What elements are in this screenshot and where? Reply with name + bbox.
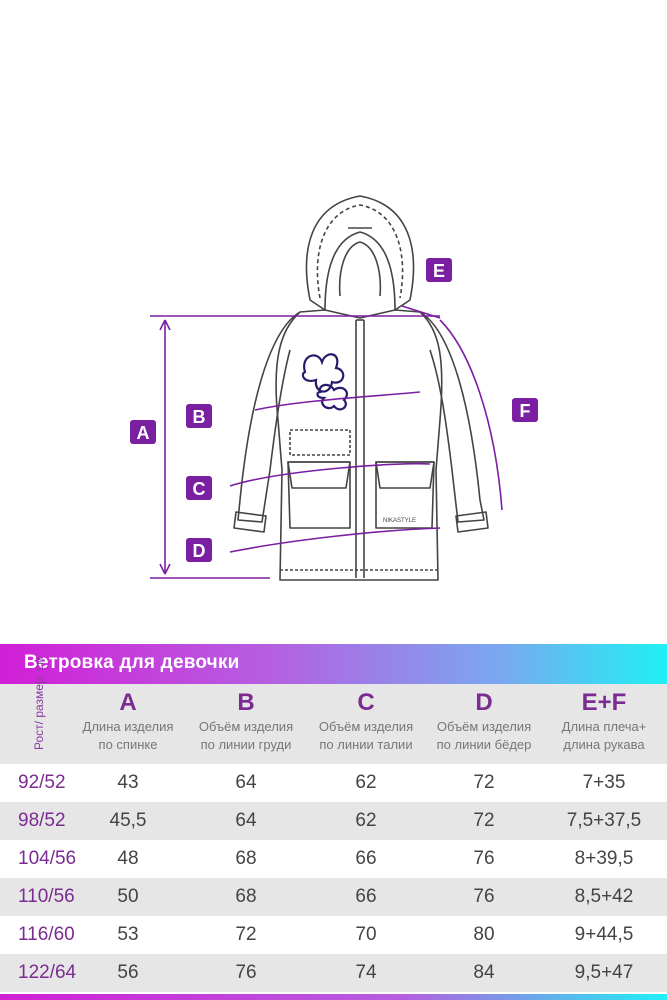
- svg-text:B: B: [192, 407, 206, 427]
- value-cell-ef: 9+44,5: [574, 924, 634, 945]
- size-cell: 92/52: [18, 772, 66, 793]
- column-header-b: B Объём изделия по линии груди: [198, 689, 294, 752]
- svg-text:A: A: [136, 423, 150, 443]
- table-row: [0, 916, 667, 954]
- value-cell-b: 68: [235, 848, 257, 869]
- value-cell-d: 76: [473, 886, 495, 907]
- table-row: [0, 878, 667, 916]
- size-cell: 110/56: [18, 886, 75, 907]
- svg-text:E: E: [432, 261, 446, 281]
- value-cell-ef: 8+39,5: [574, 848, 634, 869]
- svg-text:C: C: [192, 479, 206, 499]
- table-row: [0, 802, 667, 840]
- value-cell-a: 43: [117, 772, 139, 793]
- label-f-badge: [512, 398, 538, 422]
- size-cell: 122/64: [18, 962, 77, 983]
- value-cell-b: 64: [235, 772, 257, 793]
- value-cell-c: 62: [355, 810, 377, 831]
- column-header-d: D Объём изделия по линии бёдер: [436, 689, 532, 752]
- size-cell: 104/56: [18, 848, 77, 869]
- value-cell-a: 50: [117, 886, 139, 907]
- value-cell-b: 64: [235, 810, 257, 831]
- size-cell: 116/60: [18, 924, 75, 945]
- value-cell-d: 80: [473, 924, 495, 945]
- flower-print: [303, 354, 347, 409]
- value-cell-ef: 7,5+37,5: [566, 810, 642, 831]
- column-header-a: A Длина изделия по спинке: [82, 689, 174, 752]
- value-cell-a: 45,5: [109, 810, 147, 831]
- svg-text:F: F: [519, 401, 531, 421]
- table-row: [0, 840, 667, 878]
- value-cell-d: 84: [473, 962, 495, 983]
- row-header-label: Рост/ размер, см: [32, 656, 46, 750]
- value-cell-b: 72: [235, 924, 257, 945]
- table-row: [0, 954, 667, 992]
- label-c-badge: [186, 476, 212, 500]
- label-b-badge: [186, 404, 212, 428]
- title-banner: [0, 644, 667, 684]
- table-row: [0, 764, 667, 802]
- hood-outline: [307, 196, 414, 310]
- value-cell-a: 48: [117, 848, 139, 869]
- svg-text:D: D: [192, 541, 206, 561]
- brand-tag: NIKASTYLE: [383, 518, 417, 524]
- column-header-ef: E+F Длина плеча+ длина рукава: [561, 689, 647, 752]
- label-d-badge: [186, 538, 212, 562]
- banner-title: Ветровка для девочки: [24, 652, 240, 673]
- value-cell-c: 66: [355, 886, 377, 907]
- label-a-badge: [130, 420, 156, 444]
- value-cell-ef: 7+35: [582, 772, 626, 793]
- bottom-accent-bar: [0, 994, 667, 1000]
- value-cell-b: 68: [235, 886, 257, 907]
- value-cell-c: 62: [355, 772, 377, 793]
- value-cell-d: 72: [473, 772, 495, 793]
- value-cell-d: 76: [473, 848, 495, 869]
- value-cell-b: 76: [235, 962, 257, 983]
- value-cell-c: 74: [355, 962, 377, 983]
- value-cell-ef: 9,5+47: [574, 962, 634, 983]
- value-cell-d: 72: [473, 810, 495, 831]
- jacket-body: [276, 310, 442, 580]
- size-cell: 98/52: [18, 810, 66, 831]
- value-cell-c: 66: [355, 848, 377, 869]
- label-e-badge: [426, 258, 452, 282]
- value-cell-a: 53: [117, 924, 139, 945]
- value-cell-c: 70: [355, 924, 377, 945]
- column-header-c: C Объём изделия по линии талии: [318, 689, 414, 752]
- value-cell-ef: 8,5+42: [574, 886, 634, 907]
- value-cell-a: 56: [117, 962, 139, 983]
- measurement-labels: [130, 258, 538, 562]
